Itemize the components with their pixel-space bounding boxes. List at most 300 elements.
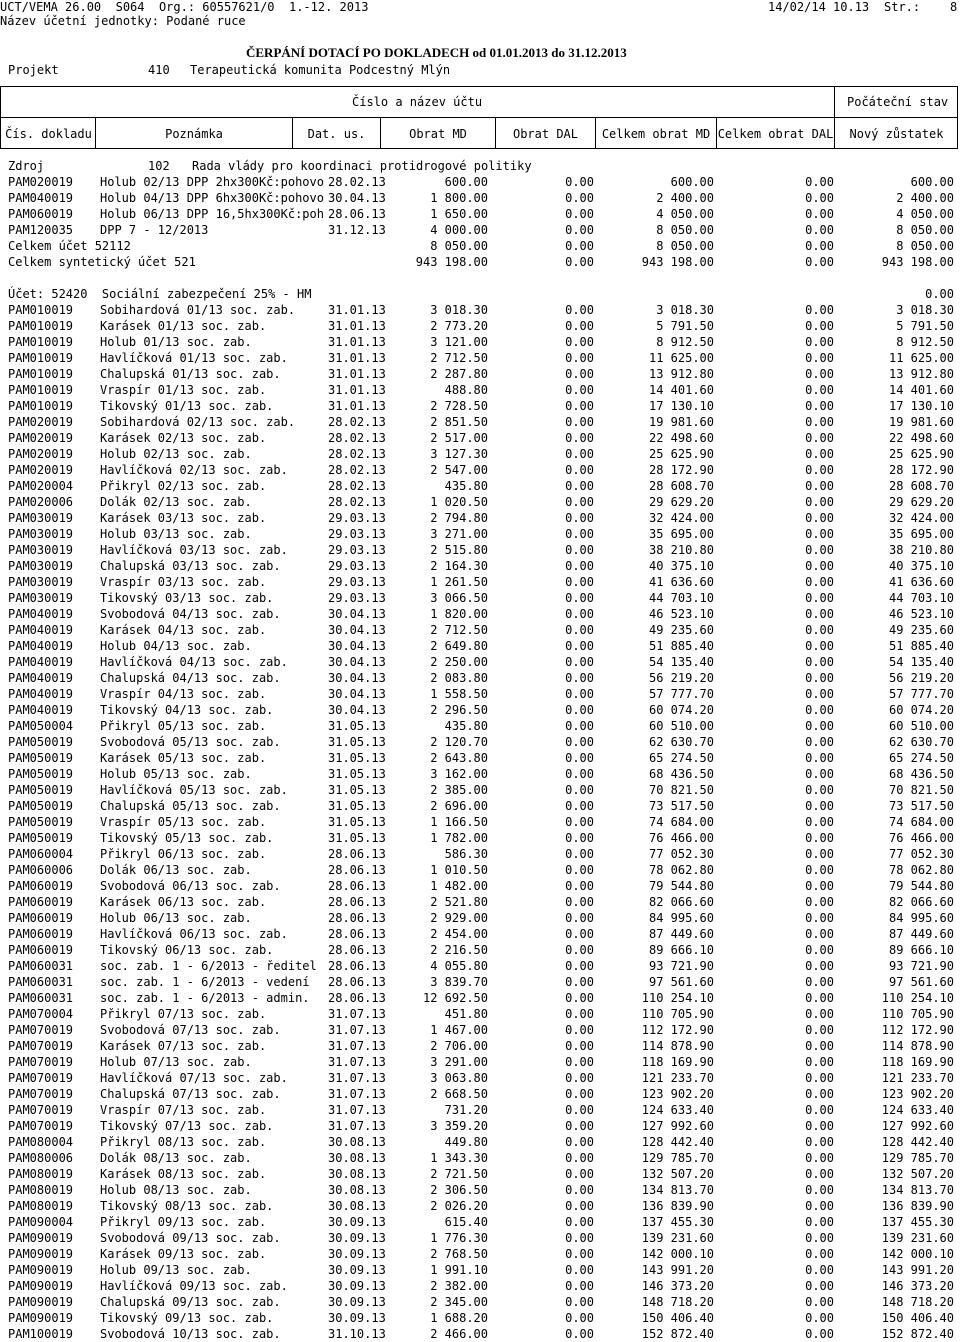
total-dal: 0.00 [805,863,834,877]
doc-number: PAM080019 [8,1167,74,1181]
new-balance: 44 703.10 [888,591,954,605]
total-md: 3 018.30 [656,303,714,317]
new-balance: 29 629.20 [888,495,954,509]
turnover-md: 2 345.00 [430,1295,488,1309]
new-balance: 28 172.90 [888,463,954,477]
doc-number: PAM050004 [8,719,74,733]
total-dal: 0.00 [805,751,834,765]
doc-number: PAM050019 [8,767,74,781]
date: 28.02.13 [328,463,386,477]
new-balance: 87 449.60 [888,927,954,941]
date: 31.01.13 [328,319,386,333]
turnover-dal: 0.00 [565,383,594,397]
total-dal: 0.00 [805,1247,834,1261]
note: Vraspír 03/13 soc. zab. [100,575,267,589]
turnover-md: 2 851.50 [430,415,488,429]
total-dal: 0.00 [805,1151,834,1165]
turnover-dal: 0.00 [565,1311,594,1325]
note: Havlíčková 06/13 soc. zab. [100,927,288,941]
doc-number: PAM040019 [8,639,74,653]
note: Havlíčková 03/13 soc. zab. [100,543,288,557]
note: Holub 05/13 soc. zab. [100,767,252,781]
table-row [0,1134,960,1150]
report-title: ČERPÁNÍ DOTACÍ PO DOKLADECH od 01.01.2013 do 31.12.2013 [246,45,627,60]
new-balance: 22 498.60 [888,431,954,445]
turnover-dal: 0.00 [565,911,594,925]
col-date: Dat. us. [307,127,366,141]
turnover-md: 2 547.00 [430,463,488,477]
table-row [0,1038,960,1054]
date: 28.06.13 [328,959,386,973]
date: 28.06.13 [328,847,386,861]
total-md: 4 050.00 [656,207,714,221]
total-dal: 0.00 [805,623,834,637]
doc-number: PAM050019 [8,831,74,845]
turnover-dal: 0.00 [565,207,594,221]
date: 30.04.13 [328,191,386,205]
turnover-md: 1 343.30 [430,1151,488,1165]
turnover-dal: 0.00 [565,847,594,861]
new-balance: 60 074.20 [888,703,954,717]
total-account-row [0,238,960,254]
date: 29.03.13 [328,575,386,589]
turnover-md: 1 020.50 [430,495,488,509]
total-dal: 0.00 [805,351,834,365]
note: Přikryl 02/13 soc. zab. [100,479,267,493]
turnover-md: 1 800.00 [430,191,488,205]
total-dal: 0.00 [805,1183,834,1197]
total-md: 14 401.60 [648,383,714,397]
turnover-md: 2 250.00 [430,655,488,669]
turnover-md: 3 127.30 [430,447,488,461]
new-balance: 13 912.80 [888,367,954,381]
new-balance: 129 785.70 [881,1151,954,1165]
note: Havlíčková 01/13 soc. zab. [100,351,288,365]
total-dal: 0.00 [805,767,834,781]
date: 30.09.13 [328,1215,386,1229]
note: DPP 7 - 12/2013 [100,223,209,237]
note: Tikovský 01/13 soc. zab. [100,399,274,413]
new-balance: 49 235.60 [888,623,954,637]
date: 30.09.13 [328,1295,386,1309]
doc-number: PAM060031 [8,975,74,989]
doc-number: PAM040019 [8,671,74,685]
new-balance: 132 507.20 [881,1167,954,1181]
new-balance: 152 872.40 [881,1327,954,1341]
turnover-dal: 0.00 [565,1071,594,1085]
turnover-dal: 0.00 [565,399,594,413]
date: 31.01.13 [328,367,386,381]
doc-number: PAM060031 [8,959,74,973]
date: 31.05.13 [328,831,386,845]
total-dal: 0.00 [805,1023,834,1037]
note: Havlíčková 02/13 soc. zab. [100,463,288,477]
note: Chalupská 05/13 soc. zab. [100,799,281,813]
new-balance: 74 684.00 [888,815,954,829]
doc-number: PAM030019 [8,575,74,589]
turnover-md: 1 166.50 [430,815,488,829]
table-row [0,446,960,462]
note: Havlíčková 09/13 soc. zab. [100,1279,288,1293]
table-row [0,798,960,814]
doc-number: PAM060019 [8,927,74,941]
note: Vraspír 07/13 soc. zab. [100,1103,267,1117]
table-row [0,750,960,766]
turnover-dal: 0.00 [565,511,594,525]
new-balance: 82 066.60 [888,895,954,909]
total-dal: 0.00 [805,975,834,989]
turnover-dal: 0.00 [565,655,594,669]
turnover-dal: 0.00 [565,415,594,429]
date: 30.04.13 [328,655,386,669]
turnover-dal: 0.00 [565,1199,594,1213]
total-md: 17 130.10 [648,399,714,413]
total-md: 93 721.90 [648,959,714,973]
doc-number: PAM030019 [8,511,74,525]
doc-number: PAM090019 [8,1311,74,1325]
turnover-dal: 0.00 [565,1247,594,1261]
new-balance: 8 050.00 [896,239,954,253]
doc-number: PAM070019 [8,1119,74,1133]
total-dal: 0.00 [805,447,834,461]
turnover-dal: 0.00 [565,879,594,893]
turnover-dal: 0.00 [565,319,594,333]
doc-number: PAM040019 [8,607,74,621]
doc-number: PAM020006 [8,495,74,509]
note: Chalupská 07/13 soc. zab. [100,1087,281,1101]
project-name: Terapeutická komunita Podcestný Mlýn [190,63,451,77]
note: Chalupská 03/13 soc. zab. [100,559,281,573]
total-md: 128 442.40 [641,1135,714,1149]
doc-number: PAM040019 [8,687,74,701]
note: Tikovský 06/13 soc. zab. [100,943,274,957]
note: Přikryl 09/13 soc. zab. [100,1215,267,1229]
col-new-balance: Nový zůstatek [849,127,944,141]
note: Svobodová 09/13 soc. zab. [100,1231,281,1245]
turnover-dal: 0.00 [565,223,594,237]
date: 30.09.13 [328,1279,386,1293]
turnover-md: 3 162.00 [430,767,488,781]
date: 31.05.13 [328,751,386,765]
table-row [0,1054,960,1070]
date: 31.01.13 [328,383,386,397]
date: 31.01.13 [328,335,386,349]
turnover-dal: 0.00 [565,575,594,589]
new-balance: 54 135.40 [888,655,954,669]
total-md: 11 625.00 [648,351,714,365]
table-row [0,702,960,718]
new-balance: 32 424.00 [888,511,954,525]
turnover-md: 451.80 [444,1007,488,1021]
doc-number: PAM080006 [8,1151,74,1165]
doc-number: PAM010019 [8,335,74,349]
account-title-header: Číslo a název účtu [352,95,483,109]
new-balance: 93 721.90 [888,959,954,973]
date: 31.05.13 [328,799,386,813]
turnover-md: 1 991.10 [430,1263,488,1277]
table-row [0,526,960,542]
turnover-md: 3 018.30 [430,303,488,317]
note: Holub 09/13 soc. zab. [100,1263,252,1277]
turnover-dal: 0.00 [565,1263,594,1277]
col-total-md: Celkem obrat MD [601,127,711,141]
table-row [0,1086,960,1102]
doc-number: PAM090019 [8,1247,74,1261]
turnover-md: 2 728.50 [430,399,488,413]
date: 28.06.13 [328,911,386,925]
turnover-md: 435.80 [444,719,488,733]
new-balance: 25 625.90 [888,447,954,461]
total-md: 110 705.90 [641,1007,714,1021]
total-md: 129 785.70 [641,1151,714,1165]
date: 30.09.13 [328,1231,386,1245]
col-note: Poznámka [165,127,223,141]
table-row [0,1326,960,1342]
date: 29.03.13 [328,527,386,541]
turnover-md: 2 120.70 [430,735,488,749]
col-total-dal: Celkem obrat DAL [717,127,834,141]
date: 30.09.13 [328,1311,386,1325]
page-label: Str.: [884,0,921,14]
total-md: 70 821.50 [648,783,714,797]
turnover-dal: 0.00 [565,799,594,813]
total-dal: 0.00 [805,1055,834,1069]
total-dal: 0.00 [805,319,834,333]
table-row [0,606,960,622]
doc-number: PAM010019 [8,351,74,365]
new-balance: 600.00 [910,175,954,189]
new-balance: 123 902.20 [881,1087,954,1101]
total-dal: 0.00 [805,335,834,349]
note: Holub 02/13 soc. zab. [100,447,252,461]
total-md: 28 172.90 [648,463,714,477]
source-name: Rada vlády pro koordinaci protidrogové politiky [192,159,532,173]
doc-number: PAM090019 [8,1231,74,1245]
total-md: 54 135.40 [648,655,714,669]
date: 30.04.13 [328,639,386,653]
new-balance: 150 406.40 [881,1311,954,1325]
total-dal: 0.00 [805,927,834,941]
table-row [0,1294,960,1310]
total-md: 57 777.70 [648,687,714,701]
turnover-md: 2 385.00 [430,783,488,797]
doc-number: PAM070019 [8,1039,74,1053]
total-dal: 0.00 [805,559,834,573]
table-row [0,1310,960,1326]
new-balance: 127 992.60 [881,1119,954,1133]
turnover-md: 1 776.30 [430,1231,488,1245]
note: Holub 04/13 soc. zab. [100,639,252,653]
turnover-dal: 0.00 [565,559,594,573]
turnover-dal: 0.00 [565,623,594,637]
account-label: Účet: 52420 Sociální zabezpečení 25% - HM [8,287,312,301]
table-row [0,574,960,590]
doc-number: PAM040019 [8,703,74,717]
table-row [0,638,960,654]
total-md: 139 231.60 [641,1231,714,1245]
note: soc. zab. 1 - 6/2013 - vedení [100,975,310,989]
turnover-dal: 0.00 [565,527,594,541]
date: 31.05.13 [328,735,386,749]
total-md: 38 210.80 [648,543,714,557]
new-balance: 38 210.80 [888,543,954,557]
turnover-dal: 0.00 [565,1135,594,1149]
table-row [0,990,960,1006]
note: Karásek 08/13 soc. zab. [100,1167,267,1181]
date: 30.04.13 [328,687,386,701]
doc-number: PAM040019 [8,191,74,205]
date: 31.07.13 [328,1023,386,1037]
doc-number: PAM080019 [8,1199,74,1213]
turnover-md: 1 688.20 [430,1311,488,1325]
note: Tikovský 04/13 soc. zab. [100,703,274,717]
new-balance: 8 912.50 [896,335,954,349]
table-row [0,782,960,798]
total-dal: 0.00 [805,303,834,317]
date: 31.05.13 [328,719,386,733]
total-md: 22 498.60 [648,431,714,445]
total-md: 41 636.60 [648,575,714,589]
total-md: 143 991.20 [641,1263,714,1277]
turnover-md: 2 296.50 [430,703,488,717]
turnover-dal: 0.00 [565,543,594,557]
turnover-md: 1 482.00 [430,879,488,893]
total-dal: 0.00 [805,1279,834,1293]
turnover-md: 4 000.00 [430,223,488,237]
total-dal: 0.00 [805,223,834,237]
doc-number: PAM080019 [8,1183,74,1197]
total-dal: 0.00 [805,399,834,413]
total-md: 150 406.40 [641,1311,714,1325]
turnover-md: 2 712.50 [430,351,488,365]
table-row [0,462,960,478]
note: Tikovský 05/13 soc. zab. [100,831,274,845]
new-balance: 8 050.00 [896,223,954,237]
turnover-dal: 0.00 [565,303,594,317]
table-row [0,766,960,782]
new-balance: 11 625.00 [888,351,954,365]
source-line [0,158,960,174]
total-md: 2 400.00 [656,191,714,205]
note: Svobodová 06/13 soc. zab. [100,879,281,893]
total-dal: 0.00 [805,671,834,685]
turnover-md: 1 010.50 [430,863,488,877]
total-md: 142 000.10 [641,1247,714,1261]
turnover-dal: 0.00 [565,463,594,477]
table-row [0,734,960,750]
note: Chalupská 04/13 soc. zab. [100,671,281,685]
new-balance: 114 878.90 [881,1039,954,1053]
new-balance: 60 510.00 [888,719,954,733]
doc-number: PAM090019 [8,1279,74,1293]
total-md: 74 684.00 [648,815,714,829]
new-balance: 5 791.50 [896,319,954,333]
unit-name: Název účetní jednotky: Podané ruce [0,14,246,28]
total-md: 152 872.40 [641,1327,714,1341]
note: Karásek 02/13 soc. zab. [100,431,267,445]
date: 28.02.13 [328,495,386,509]
table-row [0,430,960,446]
turnover-md: 2 643.80 [430,751,488,765]
date: 30.09.13 [328,1247,386,1261]
total-dal: 0.00 [805,735,834,749]
total-dal: 0.00 [805,1231,834,1245]
new-balance: 73 517.50 [888,799,954,813]
total-md: 5 791.50 [656,319,714,333]
doc-number: PAM070019 [8,1023,74,1037]
date: 30.08.13 [328,1135,386,1149]
note: Přikryl 05/13 soc. zab. [100,719,267,733]
date: 30.08.13 [328,1199,386,1213]
total-dal: 0.00 [805,463,834,477]
new-balance: 110 254.10 [881,991,954,1005]
turnover-md: 1 558.50 [430,687,488,701]
note: Holub 07/13 soc. zab. [100,1055,252,1069]
turnover-dal: 0.00 [565,1215,594,1229]
new-balance: 84 995.60 [888,911,954,925]
table-row [0,190,960,206]
turnover-dal: 0.00 [565,975,594,989]
doc-number: PAM090004 [8,1215,74,1229]
note: soc. zab. 1 - 6/2013 - ředitel [100,959,317,973]
total-dal: 0.00 [805,175,834,189]
table-row [0,622,960,638]
turnover-dal: 0.00 [565,783,594,797]
turnover-dal: 0.00 [565,255,594,269]
total-md: 60 510.00 [648,719,714,733]
date: 28.06.13 [328,927,386,941]
doc-number: PAM090019 [8,1263,74,1277]
total-md: 76 466.00 [648,831,714,845]
total-dal: 0.00 [805,255,834,269]
total-md: 121 233.70 [641,1071,714,1085]
table-row [0,718,960,734]
turnover-md: 2 306.50 [430,1183,488,1197]
doc-number: PAM040019 [8,623,74,637]
total-dal: 0.00 [805,207,834,221]
total-dal: 0.00 [805,1311,834,1325]
turnover-dal: 0.00 [565,367,594,381]
total-md: 49 235.60 [648,623,714,637]
total-dal: 0.00 [805,1263,834,1277]
doc-number: PAM010019 [8,399,74,413]
total-md: 77 052.30 [648,847,714,861]
new-balance: 112 172.90 [881,1023,954,1037]
total-dal: 0.00 [805,1199,834,1213]
date: 29.03.13 [328,591,386,605]
turnover-dal: 0.00 [565,239,594,253]
date: 31.07.13 [328,1119,386,1133]
total-dal: 0.00 [805,831,834,845]
new-balance: 77 052.30 [888,847,954,861]
table-row [0,1198,960,1214]
new-balance: 35 695.00 [888,527,954,541]
new-balance: 134 813.70 [881,1183,954,1197]
new-balance: 56 219.20 [888,671,954,685]
doc-number: PAM030019 [8,559,74,573]
turnover-dal: 0.00 [565,175,594,189]
date: 28.02.13 [328,175,386,189]
new-balance: 89 666.10 [888,943,954,957]
total-md: 136 839.90 [641,1199,714,1213]
turnover-md: 2 026.20 [430,1199,488,1213]
total-dal: 0.00 [805,239,834,253]
date: 31.01.13 [328,351,386,365]
new-balance: 124 633.40 [881,1103,954,1117]
table-row [0,558,960,574]
new-balance: 4 050.00 [896,207,954,221]
turnover-md: 435.80 [444,479,488,493]
